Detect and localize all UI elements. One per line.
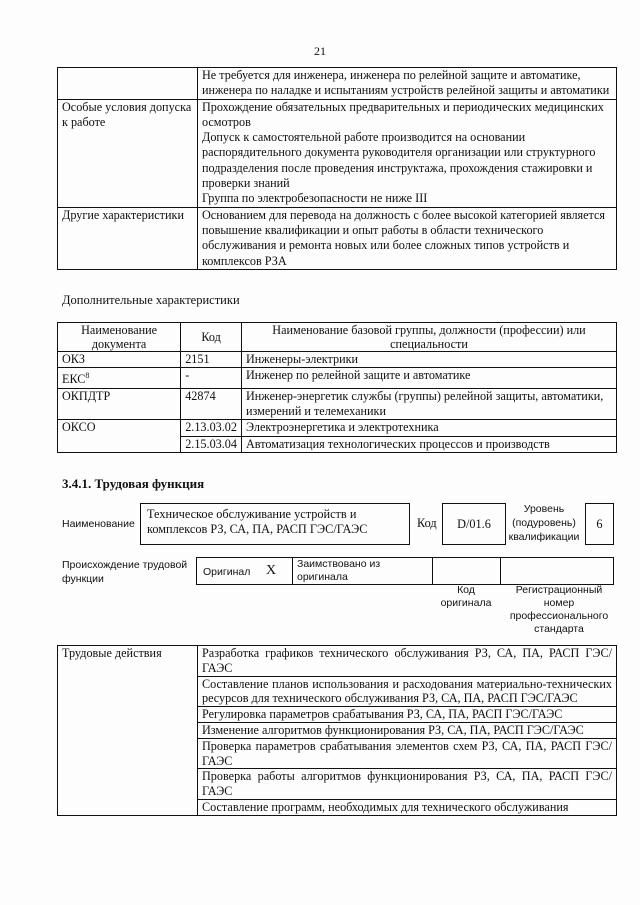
original-mark: X (266, 563, 277, 578)
doc-name: ЕКС (62, 372, 86, 387)
column-header: Код (181, 323, 242, 352)
action-item: Составление планов использования и расходования материально-технических ресурсов для технического обслуживания РЗ, СА, ПА, РАСП ГЭС/ГАЭС (198, 676, 617, 707)
original-label: Оригинал (203, 566, 251, 578)
column-header: Наименование базовой группы, должности (профессии) или специальности (241, 323, 616, 352)
actions-label: Трудовые действия (58, 646, 198, 816)
level-label: Уровень (подуровень) квалификации (508, 503, 580, 543)
table-cell: 2151 (181, 352, 242, 368)
table-cell: Инженеры-электрики (241, 352, 616, 368)
action-item: Регулировка параметров срабатывания РЗ, СА, ПА, РАСП ГЭС/ГАЭС (198, 707, 617, 723)
code-label: Код (417, 516, 437, 530)
table-cell: Электроэнергетика и электротехника (241, 420, 616, 436)
table-cell: Инженер-энергетик службы (группы) релейной защиты, автоматики, измерений и телемеханики (241, 388, 616, 420)
function-name: Техническое обслуживание устройств и комплексов РЗ, СА, ПА, РАСП ГЭС/ГАЭС (147, 507, 368, 536)
function-name-box (140, 503, 410, 545)
table-row (58, 352, 617, 368)
section-title: 3.4.1. Трудовая функция (62, 476, 205, 491)
table-cell-label: Другие характеристики (58, 207, 198, 269)
table-cell-value: Основанием для перевода на должность с более высокой категорией является повышение квалификации и опыт работы в области технического обслуживания и ремонта новых или более сложных типов устройств и комплексов РЗА (198, 207, 617, 269)
requirement-line: Допуск к самостоятельной работе производится на основании распорядительного документа руководителя организации или структурного подразделения после проведения инструктажа, прохождения стажировки и проверки знаний (202, 130, 596, 191)
borrowed-label: Заимствовано из оригинала (297, 558, 381, 583)
labor-actions-table (57, 645, 617, 816)
footnote-mark: 8 (85, 371, 90, 381)
table-cell: ОКСО (58, 420, 181, 453)
column-header: Наименование документа (58, 323, 181, 352)
table-cell (58, 368, 181, 388)
level-box (585, 503, 614, 545)
table-row (58, 646, 617, 677)
table-cell: 2.13.03.02 (181, 420, 242, 436)
table-cell: - (181, 368, 242, 388)
code-original-caption: Код оригинала (440, 584, 492, 609)
table-cell: ОКЗ (58, 352, 181, 368)
table-row (58, 207, 617, 269)
name-label: Наименование (62, 518, 135, 530)
action-item: Изменение алгоритмов функционирования РЗ, СА, ПА, РАСП ГЭС/ГАЭС (198, 722, 617, 738)
qualification-table (57, 67, 617, 270)
action-item: Проверка работы алгоритмов функционирования РЗ, СА, ПА, РАСП ГЭС/ГАЭС (198, 769, 617, 800)
table-cell-value (198, 99, 617, 207)
table-row (58, 99, 617, 207)
table-cell-label (58, 68, 198, 100)
table-row (58, 388, 617, 420)
table-cell: Инженер по релейной защите и автоматике (241, 368, 616, 388)
table-row (58, 368, 617, 388)
requirement-line: Прохождение обязательных предварительных и периодических медицинских осмотров (202, 99, 604, 129)
registration-number-caption: Регистрационный номер профессионального стандарта (509, 584, 609, 635)
action-item: Составление программ, необходимых для технического обслуживания (198, 799, 617, 815)
table-cell-label: Особые условия допуска к работе (58, 99, 198, 207)
divider (500, 557, 501, 585)
table-cell: ОКПДТР (58, 388, 181, 420)
classifier-table (57, 322, 617, 453)
origin-label: Происхождение трудовой функции (62, 559, 188, 585)
table-row (58, 68, 617, 100)
level-value: 6 (596, 517, 603, 531)
function-code: D/01.6 (457, 517, 491, 531)
action-item: Проверка параметров срабатывания элементов схем РЗ, СА, ПА, РАСП ГЭС/ГАЭС (198, 738, 617, 769)
function-code-box (442, 503, 506, 545)
table-header-row (58, 323, 617, 352)
additional-characteristics-heading: Дополнительные характеристики (62, 293, 240, 307)
divider (292, 557, 293, 585)
divider (432, 557, 433, 585)
table-cell: 2.15.03.04 (181, 436, 242, 452)
table-row (58, 420, 617, 436)
action-item: Разработка графиков технического обслуживания РЗ, СА, ПА, РАСП ГЭС/ГАЭС (198, 646, 617, 677)
table-cell-value: Не требуется для инженера, инженера по релейной защите и автоматике, инженера по наладке и испытаниям устройств релейной защиты и автоматики (198, 68, 617, 100)
page-number: 21 (314, 44, 326, 58)
requirement-line: Группа по электробезопасности не ниже III (202, 191, 428, 206)
table-cell: Автоматизация технологических процессов и производств (241, 436, 616, 452)
table-cell: 42874 (181, 388, 242, 420)
